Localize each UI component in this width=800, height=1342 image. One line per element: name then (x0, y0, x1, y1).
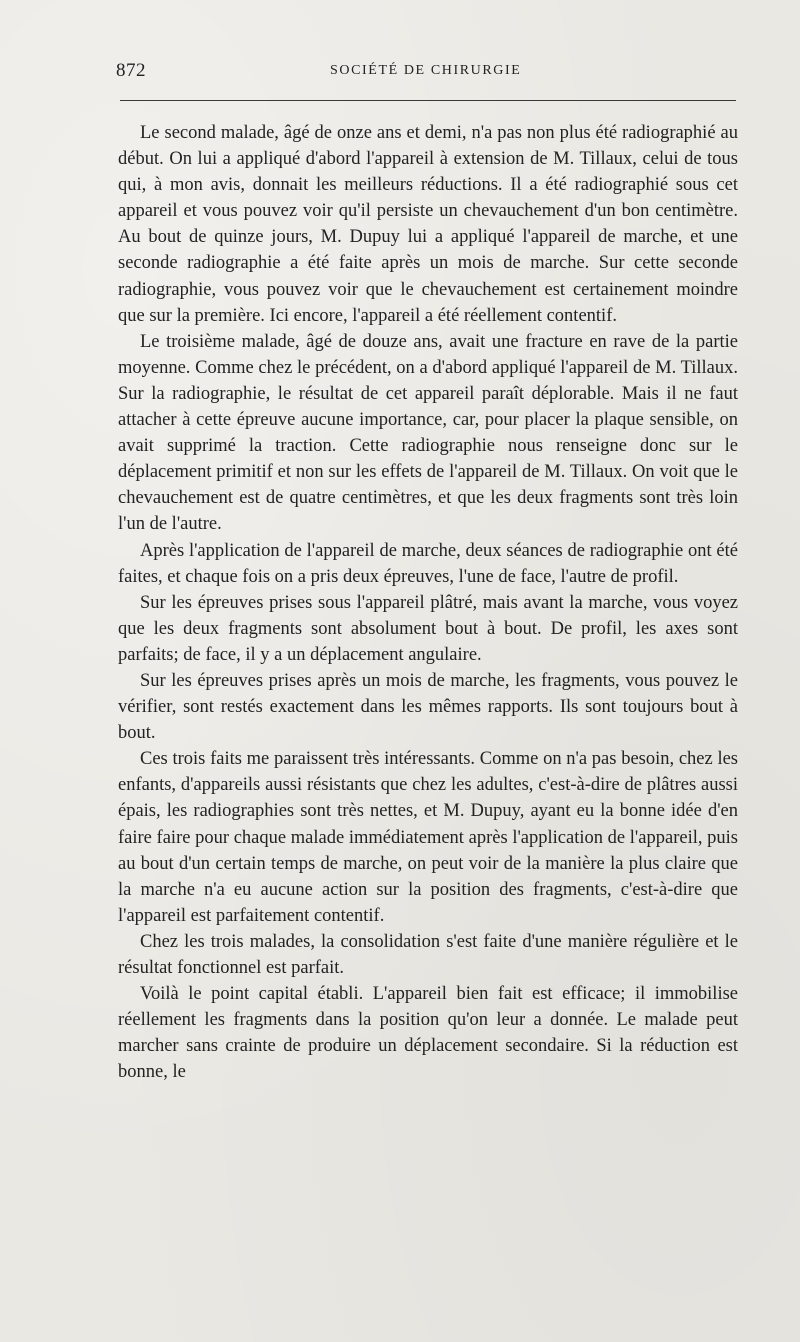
page-number: 872 (116, 60, 146, 81)
paragraph: Le second malade, âgé de onze ans et demi, n'a pas non plus été radiographié au début. On lui a appliqué d'abord l'appareil à extension de M. Tillaux, celui de tous qui, à mon avis, donnait les meilleurs réductions. Il a été radiographié sous cet appareil et vous pouvez voir qu'il persiste un chevauchement d'un bon centimètre. Au bout de quinze jours, M. Dupuy lui a appliqué l'appareil de marche, et une seconde radiographie a été faite après un mois de marche. Sur cette seconde radiographie, vous pouvez voir que le chevauchement est certainement moindre que sur la première. Ici encore, l'appareil a été réellement contentif. (118, 123, 738, 326)
paragraph: Chez les trois malades, la consolidation s'est faite d'une manière régulière et le résultat fonctionnel est parfait. (118, 931, 738, 978)
paragraph: Sur les épreuves prises après un mois de marche, les fragments, vous pouvez le vérifier, sont restés exactement dans les mêmes rapports. Ils sont toujours bout à bout. (118, 670, 738, 744)
header-rule (120, 100, 736, 101)
paragraph: Ces trois faits me paraissent très intéressants. Comme on n'a pas besoin, chez les enfants, d'appareils aussi résistants que chez les adultes, c'est-à-dire de plâtres aussi épais, les radiographies sont très nettes, et M. Dupuy, ayant eu la bonne idée d'en faire faire pour chaque malade immédiatement après l'application de l'appareil, puis au bout d'un certain temps de marche, on peut voir de la manière la plus claire que la marche n'a eu aucune action sur la position des fragments, c'est-à-dire que l'appareil est parfaitement contentif. (118, 749, 738, 926)
paragraph: Sur les épreuves prises sous l'appareil plâtré, mais avant la marche, vous voyez que les deux fragments sont absolument bout à bout. De profil, les axes sont parfaits; de face, il y a un déplacement angulaire. (118, 592, 738, 665)
paragraph: Le troisième malade, âgé de douze ans, avait une fracture en rave de la partie moyenne. Comme chez le précédent, on a d'abord appliqué l'appareil de M. Tillaux. Sur la radiographie, le résultat de cet appareil paraît déplorable. Mais il ne faut attacher à cette épreuve aucune importance, car, pour placer la plaque sensible, on avait supprimé la traction. Cette radiographie nous renseigne donc sur le déplacement primitif et non sur les effets de l'appareil de M. Tillaux. On voit que le chevauchement est de quatre centimètres, et que les deux fragments sont très loin l'un de l'autre. (118, 331, 738, 535)
running-title: SOCIÉTÉ DE CHIRURGIE (330, 63, 522, 78)
page-header (116, 60, 736, 88)
paragraph: Voilà le point capital établi. L'appareil bien fait est efficace; il immobilise réellement les fragments dans la position qu'on leur a donnée. Le malade peut marcher sans crainte de produire un déplacement secondaire. Si la réduction est bonne, le (118, 984, 738, 1083)
body-text (118, 120, 738, 1085)
paragraph: Après l'application de l'appareil de marche, deux séances de radiographie ont été faites, et chaque fois on a pris deux épreuves, l'une de face, l'autre de profil. (118, 540, 738, 587)
